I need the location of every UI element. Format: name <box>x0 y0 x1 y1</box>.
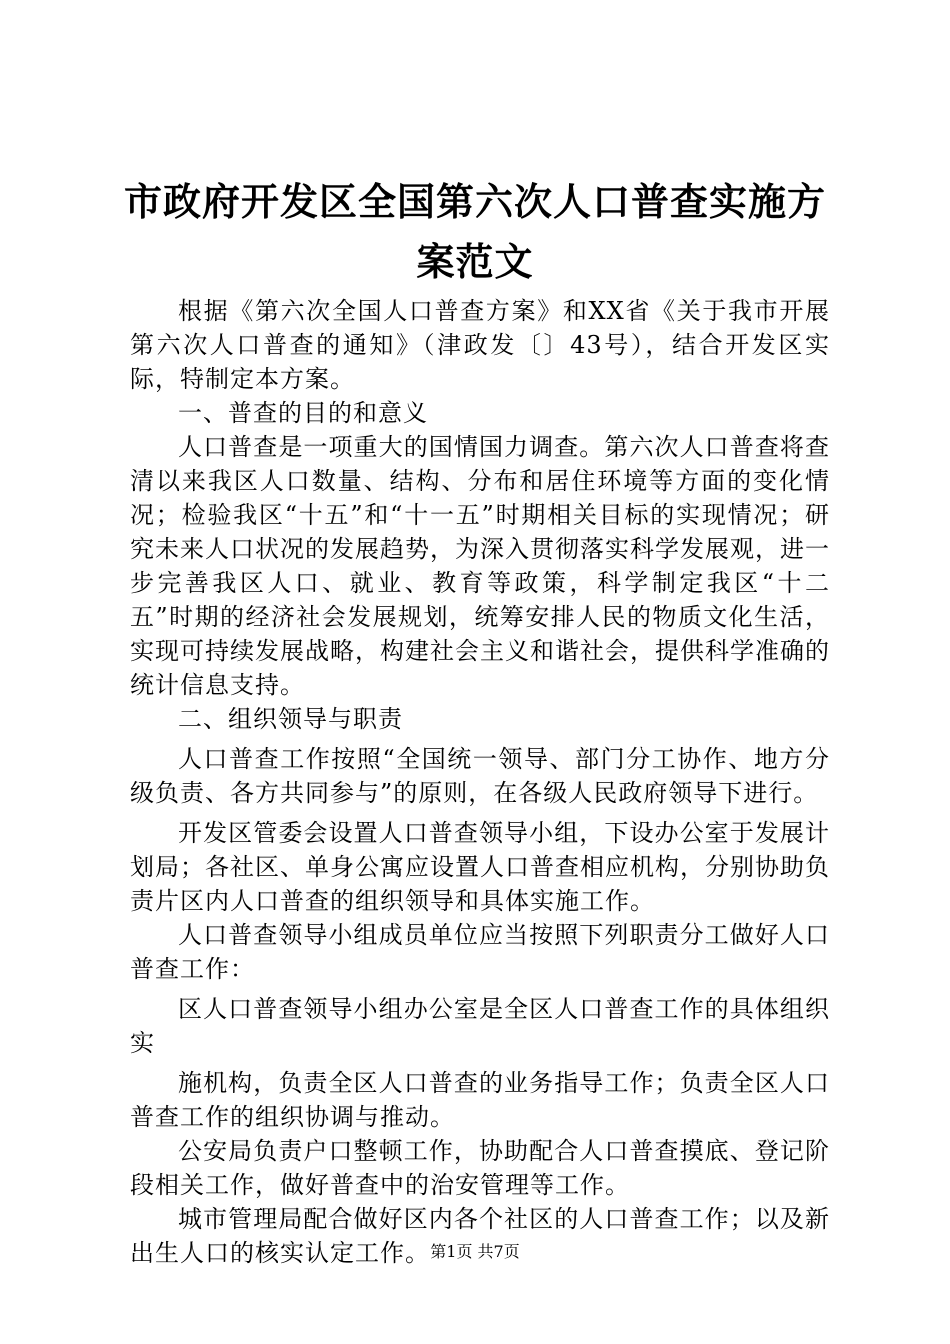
office-duty-paragraph: 区人口普查领导小组办公室是全区人口普查工作的具体组织实 <box>130 995 830 1057</box>
section-heading-organization: 二、组织领导与职责 <box>178 705 403 733</box>
duties-intro-paragraph: 人口普查领导小组成员单位应当按照下列职责分工做好人口普查工作： <box>130 921 830 983</box>
document-title: 市政府开发区全国第六次人口普查实施方案范文 <box>123 180 826 284</box>
page-number-footer: 第1页 共7页 <box>430 1242 520 1261</box>
urban-management-duty-paragraph: 城市管理局配合做好区内各个社区的人口普查工作；以及新出生人口的核实认定工作。 <box>130 1205 830 1267</box>
section-heading-purpose: 一、普查的目的和意义 <box>178 399 428 427</box>
organization-principle-paragraph: 人口普查工作按照“全国统一领导、部门分工协作、地方分级负责、各方共同参与”的原则，在各级人民政府领导下进行。 <box>130 745 830 807</box>
office-duty-continued-paragraph: 施机构，负责全区人口普查的业务指导工作；负责全区人口普查工作的组织协调与推动。 <box>130 1069 830 1131</box>
purpose-paragraph: 人口普查是一项重大的国情国力调查。第六次人口普查将查清以来我区人口数量、结构、分布和居住环境等方面的变化情况；检验我区“十五”和“十一五”时期相关目标的实现情况；研究未来人口状况的发展趋势，为深入贯彻落实科学发展观，进一步完善我区人口、就业、教育等政策，科学制定我区“十二五”时期的经济社会发展规划，统筹安排人民的物质文化生活，实现可持续发展战略，构建社会主义和谐社会，提供科学准确的统计信息支持。 <box>130 433 830 699</box>
document-body <box>130 294 830 1270</box>
public-security-duty-paragraph: 公安局负责户口整顿工作，协助配合人口普查摸底、登记阶段相关工作，做好普查中的治安管理等工作。 <box>130 1137 830 1199</box>
leading-group-paragraph: 开发区管委会设置人口普查领导小组，下设办公室于发展计划局；各社区、单身公寓应设置人口普查相应机构，分别协助负责片区内人口普查的组织领导和具体实施工作。 <box>130 819 830 915</box>
intro-paragraph: 根据《第六次全国人口普查方案》和XX省《关于我市开展第六次人口普查的通知》（津政发〔〕43号），结合开发区实际，特制定本方案。 <box>130 297 830 393</box>
